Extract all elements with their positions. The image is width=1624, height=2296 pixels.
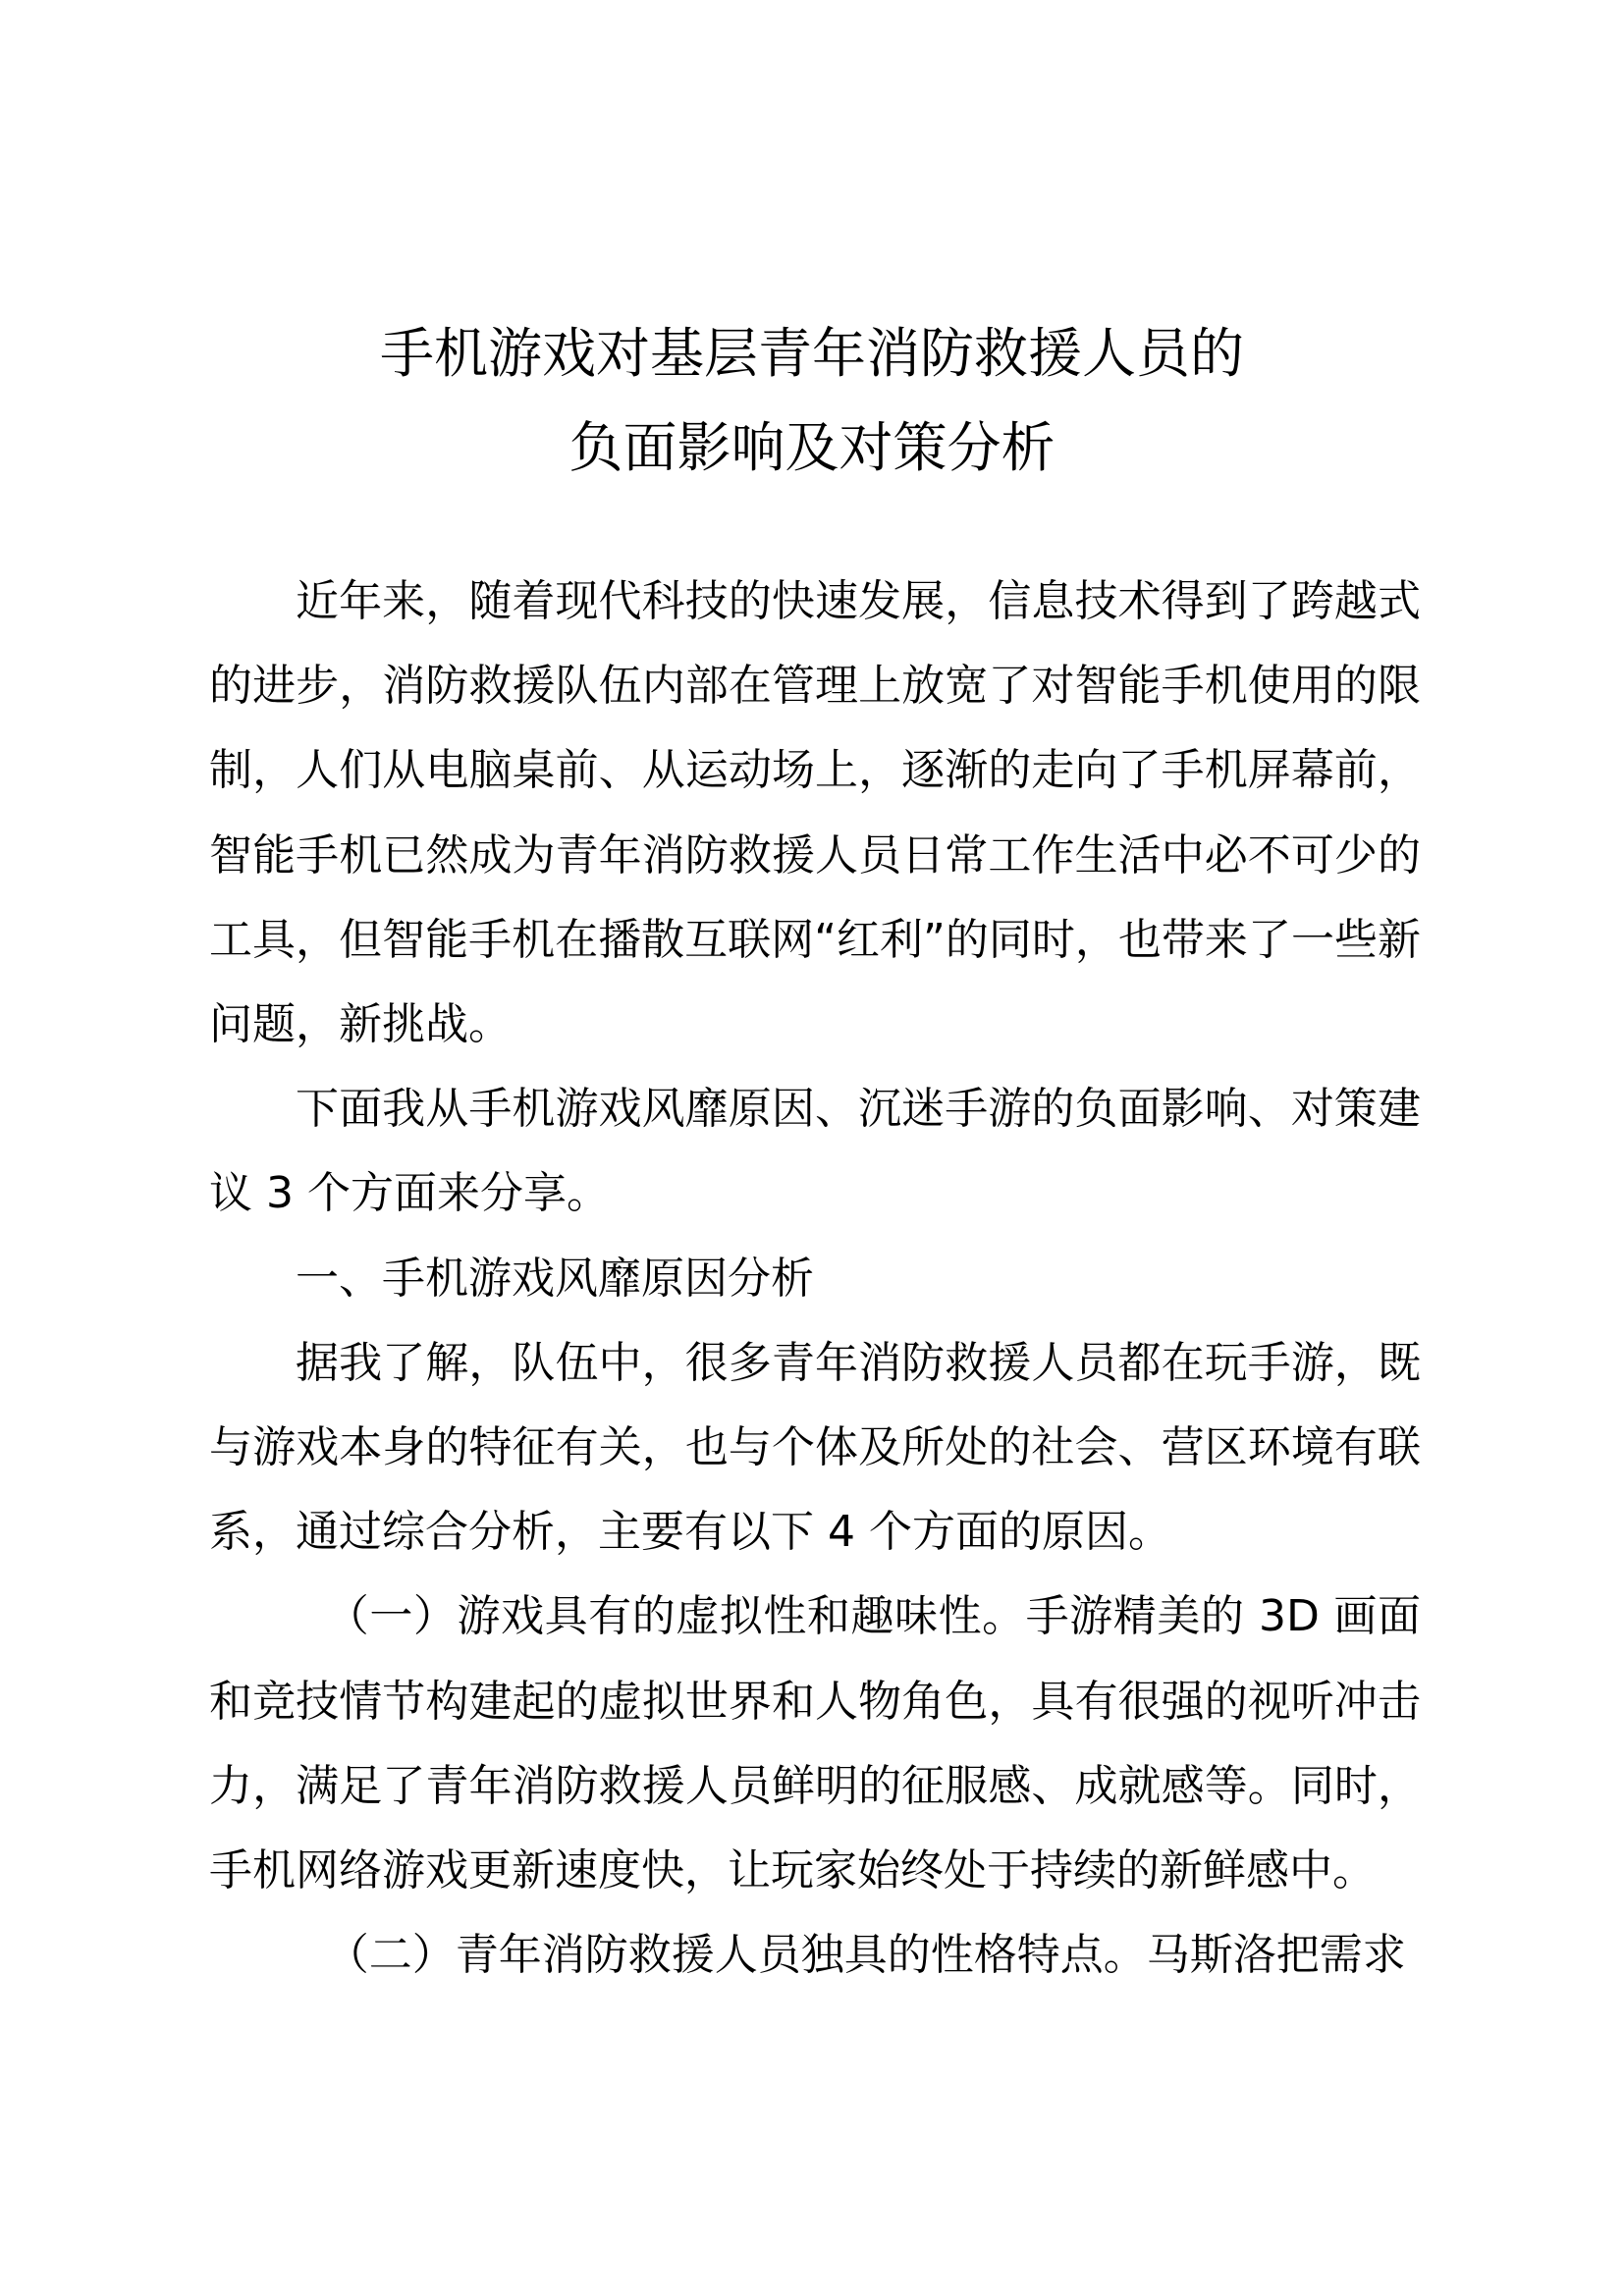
document-title: [0, 306, 1624, 495]
section-heading-1: 一、手机游戏风靡原因分析: [296, 1253, 814, 1304]
title-line-2: 负面影响及对策分析: [568, 416, 1056, 479]
subsection-2: （二）青年消防救援人员独具的性格特点。马斯洛把需求: [325, 1930, 1406, 1981]
subsection-1: （一）游戏具有的虚拟性和趣味性。手游精美的 3D 画面和竞技情节构建起的虚拟世界和人物角色，具有很强的视听冲击力，满足了青年消防救援人员鲜明的征服感、成就感等。同时，手机网络游戏更新速度快，让玩家始终处于持续的新鲜感中。: [209, 1591, 1421, 1896]
paragraph-section-1-intro: 据我了解，队伍中，很多青年消防救援人员都在玩手游，既与游戏本身的特征有关，也与个体及所处的社会、营区环境有联系，通过综合分析，主要有以下 4 个方面的原因。: [209, 1337, 1421, 1558]
title-line-1: 手机游戏对基层青年消防救援人员的: [379, 322, 1244, 385]
paragraph-overview: 下面我从手机游戏风靡原因、沉迷手游的负面影响、对策建议 3 个方面来分享。: [209, 1084, 1421, 1219]
paragraph-intro: 近年来，随着现代科技的快速发展，信息技术得到了跨越式的进步，消防救援队伍内部在管理上放宽了对智能手机使用的限制，人们从电脑桌前、从运动场上，逐渐的走向了手机屏幕前，智能手机已然成为青年消防救援人员日常工作生活中必不可少的工具，但智能手机在播散互联网“红利”的同时，也带来了一些新问题，新挑战。: [209, 576, 1421, 1050]
document-body: [209, 560, 1421, 1998]
